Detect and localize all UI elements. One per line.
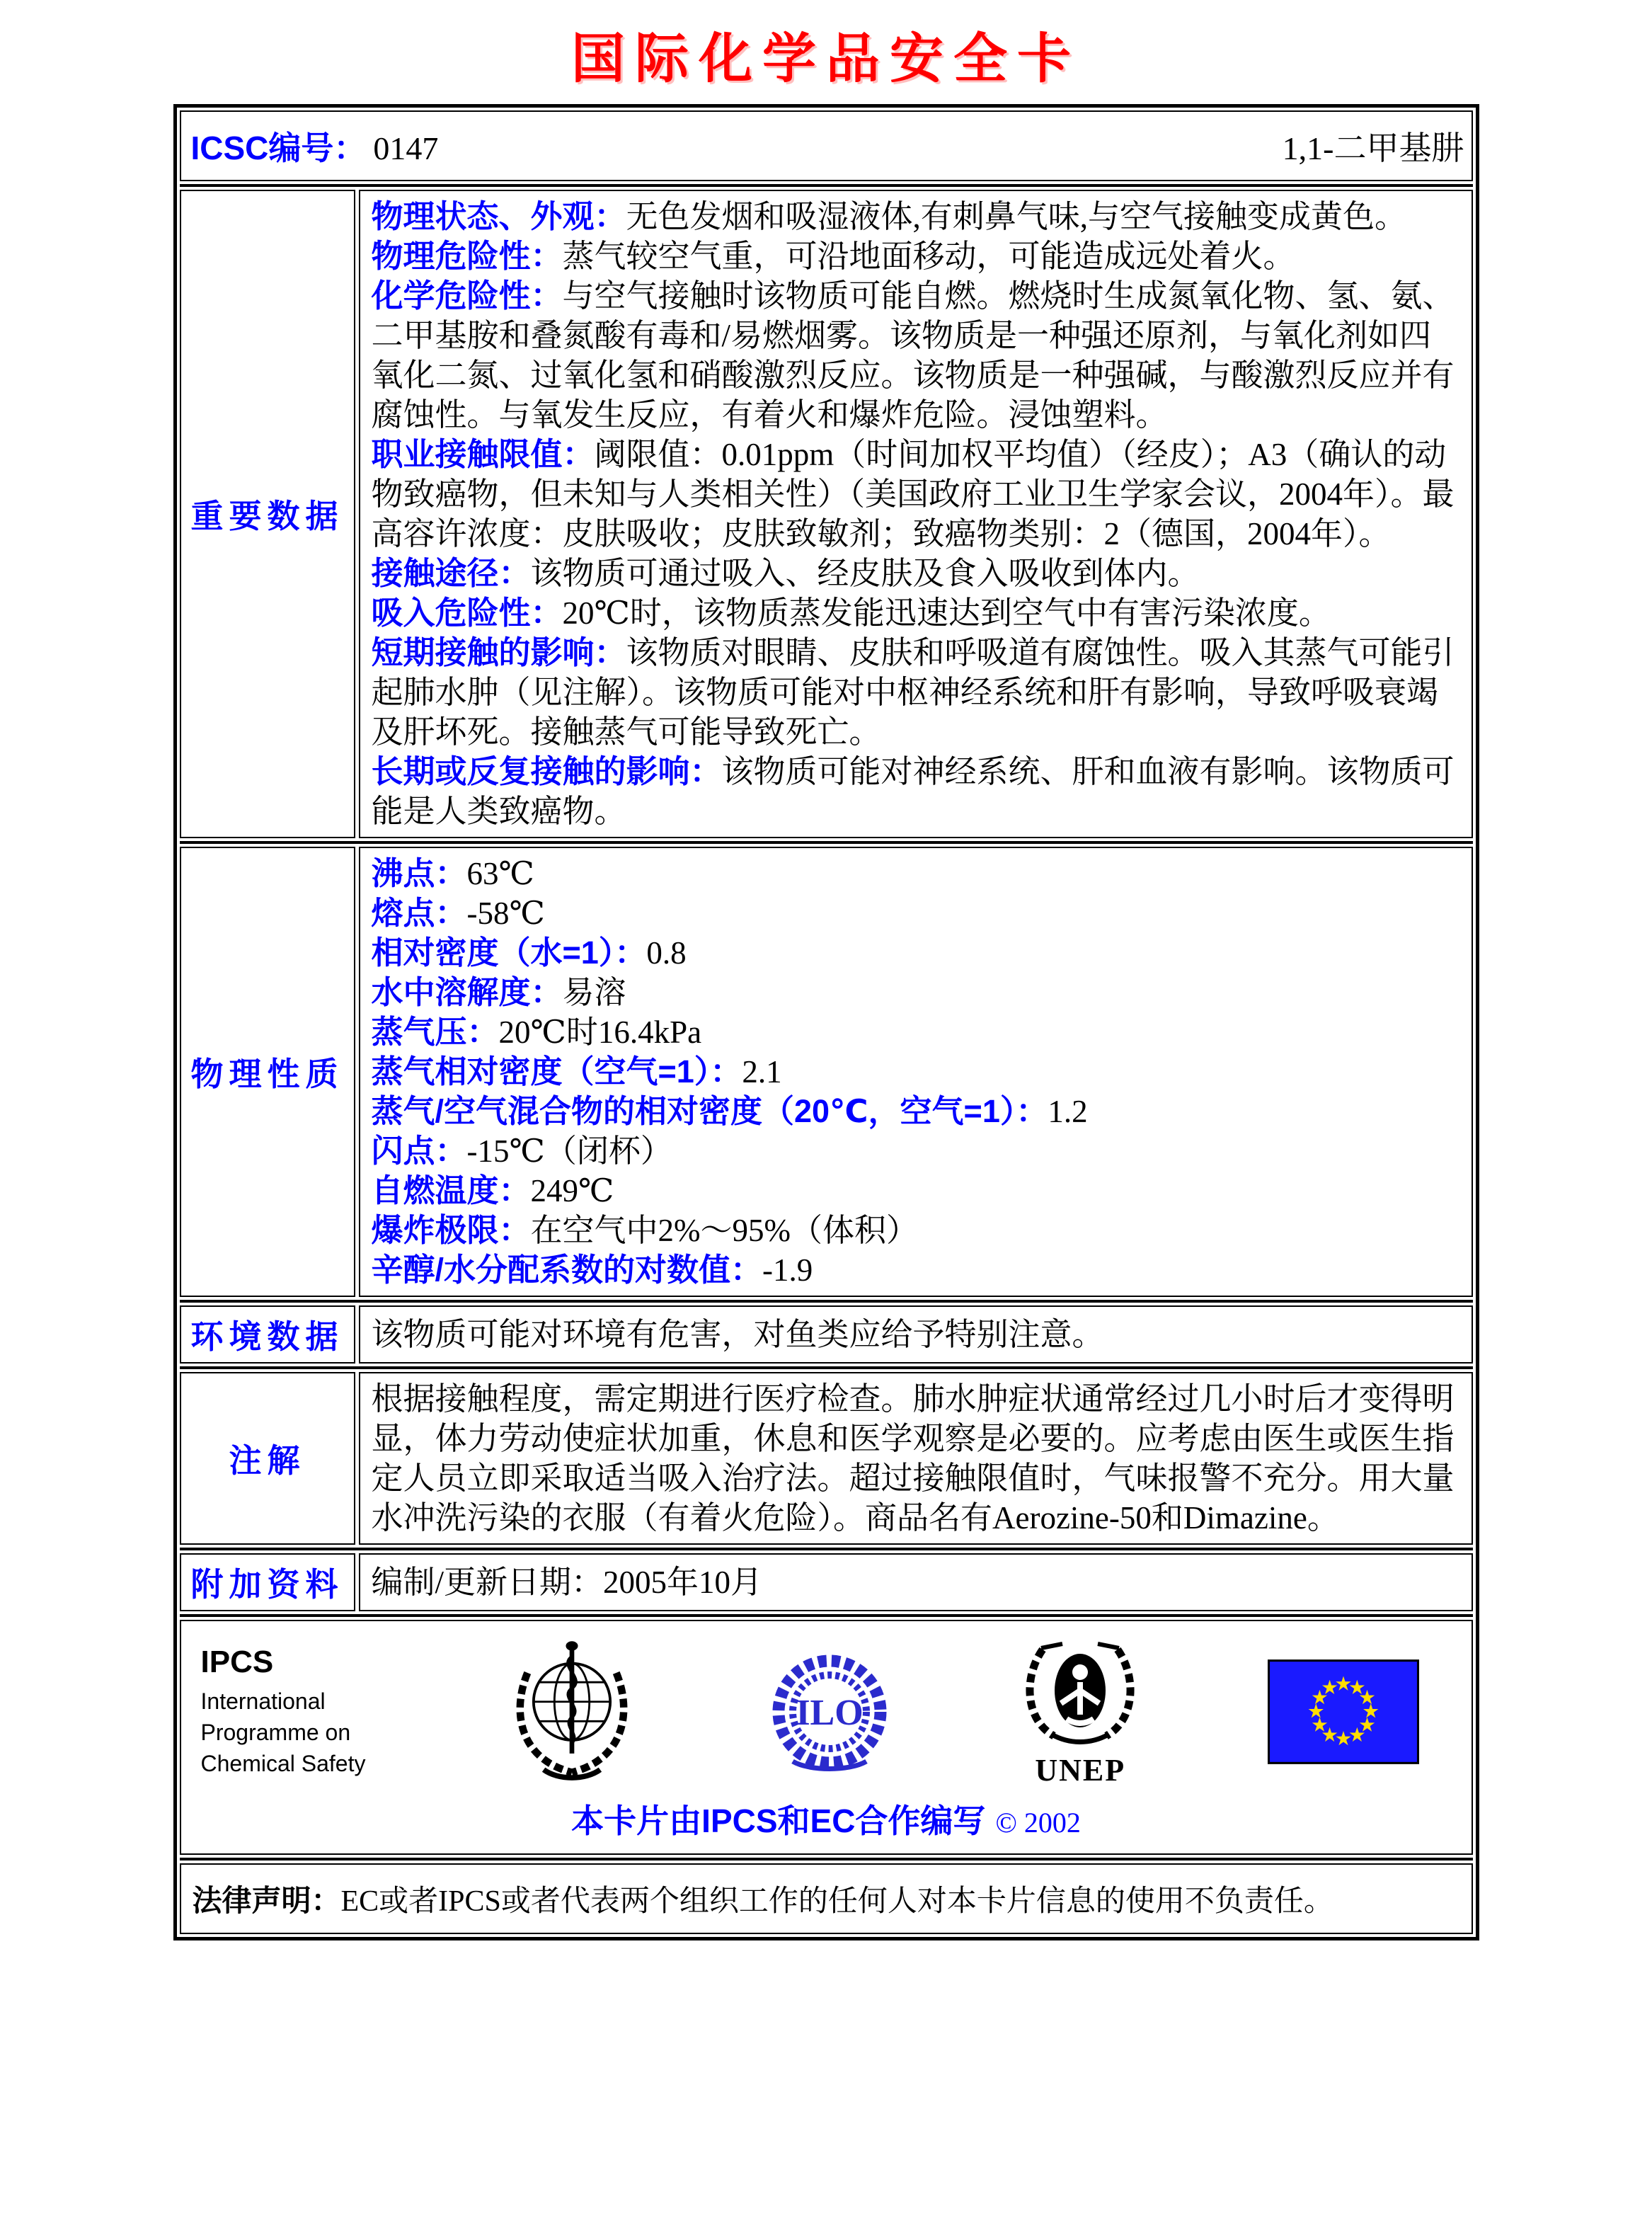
additional-info-content	[359, 1553, 1473, 1611]
field-label: 沸点：	[371, 855, 467, 891]
legal-label: 法律声明：	[192, 1884, 341, 1917]
icsc-number-label: ICSC编号：	[190, 130, 367, 166]
notes-text: 根据接触程度，需定期进行医疗检查。肺水肿症状通常经过几小时后才变得明显，体力劳动使症状加重，休息和医学观察是必要的。应考虑由医生或医生指定人员立即采取适当吸入治疗法。超过接触限值时，气味报警不充分。用大量水冲洗污染的衣服（有着火危险）。商品名有Aerozine-50和Dimazine。	[371, 1381, 1455, 1536]
unep-logo-text: UNEP	[1035, 1753, 1126, 1788]
icsc-number-group	[191, 122, 439, 169]
field-label: 物理危险性：	[371, 238, 563, 274]
important-data-content	[359, 190, 1473, 838]
field-label: 蒸气/空气混合物的相对密度（20℃，空气=1）：	[371, 1093, 1048, 1129]
field-value: 易溶	[562, 975, 626, 1010]
environmental-data-section	[180, 1300, 1473, 1364]
field-value: 0.8	[646, 935, 687, 971]
field-label: 闪点：	[371, 1133, 467, 1169]
field-value: 与空气接触时该物质可能自燃。燃烧时生成氮氧化物、氢、氨、二甲基胺和叠氮酸有毒和/易燃烟雾。该物质是一种强还原剂，与氧化剂如四氧化二氮、过氧化氢和硝酸激烈反应。该物质是一种强碱，与酸激烈反应并有腐蚀性。与氧发生反应，有着火和爆炸危险。浸蚀塑料。	[371, 278, 1455, 433]
field-label: 蒸气相对密度（空气=1）：	[371, 1053, 742, 1090]
field-label: 自燃温度：	[371, 1172, 531, 1208]
field-label: 接触途径：	[371, 555, 531, 591]
field-value: 在空气中2%～95%（体积）	[530, 1213, 918, 1248]
important-data-item	[372, 554, 1460, 593]
notes-section	[180, 1366, 1473, 1545]
icsc-card	[173, 104, 1479, 1940]
important-data-section	[180, 184, 1473, 838]
credit-line	[198, 1795, 1455, 1842]
environmental-data-content	[359, 1305, 1473, 1364]
important-data-item	[372, 752, 1460, 831]
field-label: 相对密度（水=1）：	[371, 934, 647, 971]
field-label: 长期或反复接触的影响：	[371, 753, 722, 789]
physical-property-item	[372, 1250, 1460, 1290]
field-label: 水中溶解度：	[371, 974, 563, 1010]
field-value: 该物质可能对神经系统、肝和血液有影响。该物质可能是人类致癌物。	[371, 754, 1455, 829]
logo-row	[198, 1633, 1455, 1788]
physical-property-item	[372, 1211, 1460, 1250]
field-value: -15℃（闭杯）	[466, 1133, 672, 1169]
physical-property-item	[372, 1012, 1460, 1052]
field-value: 该物质可通过吸入、经皮肤及食入吸收到体内。	[530, 556, 1200, 591]
field-value: 该物质对眼睛、皮肤和呼吸道有腐蚀性。吸入其蒸气可能引起肺水肿（见注解）。该物质可能对中枢神经系统和肝有影响，导致呼吸衰竭及肝坏死。接触蒸气可能导致死亡。	[371, 635, 1455, 750]
field-value: 20℃时16.4kPa	[498, 1014, 702, 1050]
environmental-data-text: 该物质可能对环境有危害，对鱼类应给予特别注意。	[371, 1317, 1104, 1352]
physical-property-item	[372, 1131, 1460, 1171]
notes-row-label: 注解	[180, 1372, 355, 1545]
copyright-text: © 2002	[995, 1807, 1081, 1839]
ilo-logo	[766, 1648, 893, 1776]
legal-text: EC或者IPCS或者代表两个组织工作的任何人对本卡片信息的使用不负责任。	[340, 1885, 1333, 1918]
physical-properties-section	[180, 841, 1473, 1297]
field-value: 2.1	[742, 1054, 782, 1090]
unep-logo-block	[1020, 1635, 1140, 1788]
credit-text: 本卡片由IPCS和EC合作编写	[571, 1802, 986, 1839]
field-value: -1.9	[762, 1252, 813, 1288]
chemical-name: 1,1-二甲基肼	[1282, 130, 1464, 166]
field-label: 熔点：	[371, 895, 467, 931]
ipcs-line: Chemical Safety	[200, 1751, 366, 1776]
update-date-value: 2005年10月	[603, 1565, 763, 1600]
physical-property-item	[372, 1171, 1460, 1211]
physical-properties-row-label: 物理性质	[180, 847, 355, 1297]
field-label: 职业接触限值：	[371, 436, 595, 472]
field-label: 化学危险性：	[371, 278, 563, 314]
ipcs-line: International	[200, 1688, 326, 1714]
field-label: 吸入危险性：	[371, 595, 563, 631]
field-label: 蒸气压：	[371, 1014, 499, 1050]
additional-info-row-label: 附加资料	[180, 1553, 355, 1611]
page-title: 国际化学品安全卡	[571, 29, 1081, 89]
field-value: 无色发烟和吸湿液体,有刺鼻气味,与空气接触变成黄色。	[626, 199, 1407, 234]
header-cell	[180, 110, 1473, 181]
additional-info-section	[180, 1548, 1473, 1611]
notes-content	[359, 1372, 1473, 1545]
who-logo	[505, 1637, 639, 1786]
icsc-number-value: 0147	[373, 130, 439, 166]
footer-section	[180, 1614, 1473, 1855]
field-value: 阈限值：0.01ppm（时间加权平均值）（经皮）；A3（确认的动物致癌物，但未知与人类相关性）（美国政府工业卫生学家会议，2004年）。最高容许浓度：皮肤吸收；皮肤致敏剂；致癌物类别：2（德国，2004年）。	[371, 437, 1455, 551]
header-row	[180, 110, 1473, 181]
update-date-label: 编制/更新日期：	[371, 1565, 604, 1600]
physical-property-item	[372, 973, 1460, 1012]
ipcs-text-block	[201, 1645, 378, 1779]
field-value: 1.2	[1048, 1094, 1088, 1129]
important-data-item	[372, 197, 1460, 236]
field-value: 蒸气较空气重，可沿地面移动，可能造成远处着火。	[562, 239, 1295, 274]
physical-property-item	[372, 933, 1460, 973]
field-label: 物理状态、外观：	[371, 198, 626, 234]
field-value: -58℃	[466, 896, 545, 931]
environmental-data-row-label: 环境数据	[180, 1305, 355, 1364]
physical-property-item	[372, 854, 1460, 893]
physical-properties-content	[359, 847, 1473, 1297]
important-data-item	[372, 236, 1460, 276]
field-value: 63℃	[466, 856, 534, 891]
field-value: 20℃时，该物质蒸发能迅速达到空气中有害污染浓度。	[562, 595, 1331, 631]
ipcs-acronym: IPCS	[200, 1645, 274, 1679]
important-data-item	[372, 593, 1460, 633]
field-label: 辛醇/水分配系数的对数值：	[371, 1252, 763, 1288]
field-value: 249℃	[530, 1173, 614, 1208]
ilo-logo-text: ILO	[796, 1693, 864, 1733]
eu-flag	[1268, 1659, 1419, 1764]
important-data-item	[372, 276, 1460, 435]
field-label: 短期接触的影响：	[371, 634, 626, 670]
important-data-item	[372, 435, 1460, 554]
legal-cell	[180, 1863, 1473, 1934]
physical-property-item	[372, 1052, 1460, 1092]
important-data-row-label: 重要数据	[180, 190, 355, 838]
ipcs-line: Programme on	[200, 1720, 351, 1745]
footer-cell	[180, 1620, 1473, 1855]
field-label: 爆炸极限：	[371, 1212, 531, 1248]
unep-logo	[1020, 1635, 1140, 1749]
important-data-item	[372, 633, 1460, 752]
physical-property-item	[372, 1092, 1460, 1131]
legal-section	[180, 1858, 1473, 1934]
physical-property-item	[372, 893, 1460, 933]
